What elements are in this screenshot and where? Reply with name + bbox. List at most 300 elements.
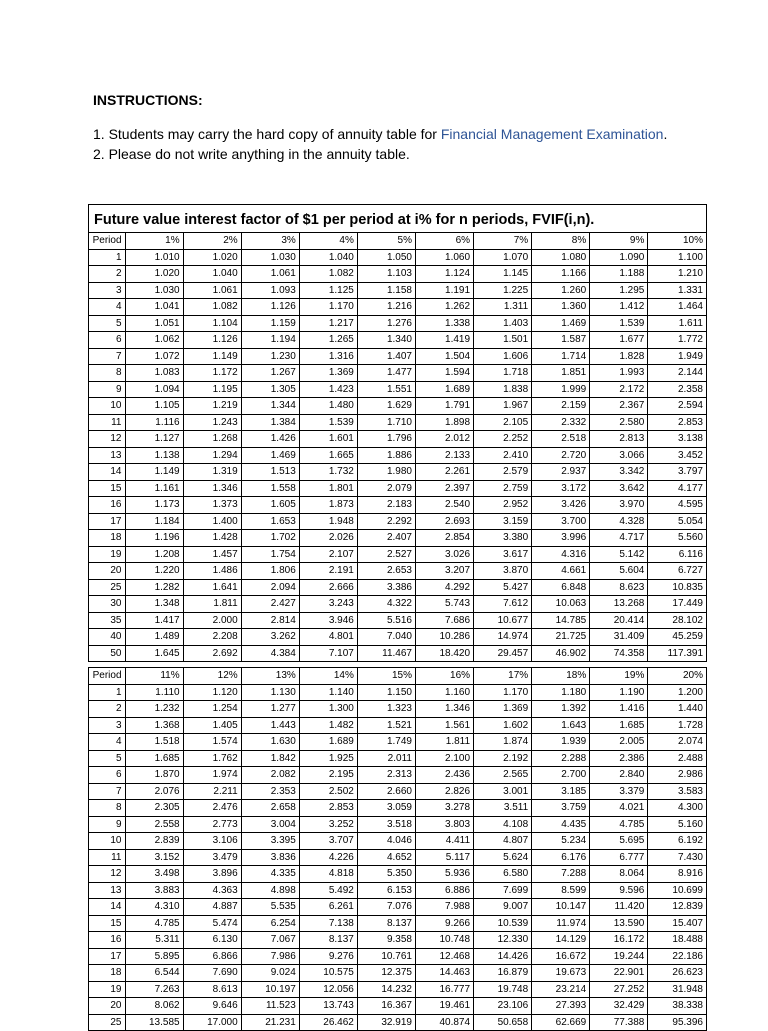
- period-cell: 4: [89, 734, 125, 751]
- factor-cell: 8.062: [125, 998, 183, 1015]
- factor-cell: 7.288: [532, 866, 590, 883]
- factor-cell: 95.396: [648, 1014, 706, 1031]
- factor-cell: 3.379: [590, 783, 648, 800]
- factor-cell: 32.429: [590, 998, 648, 1015]
- factor-cell: 5.516: [357, 612, 415, 629]
- factor-cell: 1.587: [532, 332, 590, 349]
- factor-cell: 1.100: [648, 249, 706, 266]
- factor-cell: 17.449: [648, 596, 706, 613]
- instructions-heading: INSTRUCTIONS:: [93, 92, 203, 108]
- factor-cell: 3.059: [357, 800, 415, 817]
- table-row: [89, 932, 706, 949]
- factor-cell: 3.700: [532, 513, 590, 530]
- factor-cell: 2.660: [357, 783, 415, 800]
- table-row: [89, 464, 706, 481]
- factor-cell: 1.419: [415, 332, 473, 349]
- period-cell: 8: [89, 800, 125, 817]
- factor-cell: 4.292: [415, 579, 473, 596]
- factor-cell: 77.388: [590, 1014, 648, 1031]
- factor-cell: 2.105: [474, 414, 532, 431]
- factor-cell: 3.106: [183, 833, 241, 850]
- factor-cell: 22.186: [648, 948, 706, 965]
- factor-cell: 1.426: [241, 431, 299, 448]
- factor-cell: 1.184: [125, 513, 183, 530]
- factor-cell: 19.673: [532, 965, 590, 982]
- factor-cell: 1.665: [299, 447, 357, 464]
- period-cell: 30: [89, 596, 125, 613]
- factor-cell: 5.234: [532, 833, 590, 850]
- factor-cell: 3.004: [241, 816, 299, 833]
- table-row: [89, 998, 706, 1015]
- factor-cell: 2.502: [299, 783, 357, 800]
- factor-cell: 1.400: [183, 513, 241, 530]
- factor-cell: 1.714: [532, 348, 590, 365]
- table-row: [89, 299, 706, 316]
- factor-cell: 2.580: [590, 414, 648, 431]
- factor-cell: 1.469: [532, 315, 590, 332]
- table-row: [89, 965, 706, 982]
- factor-cell: 6.130: [183, 932, 241, 949]
- factor-cell: 6.886: [415, 882, 473, 899]
- factor-cell: 1.104: [183, 315, 241, 332]
- factor-cell: 7.430: [648, 849, 706, 866]
- factor-cell: 1.340: [357, 332, 415, 349]
- factor-cell: 3.583: [648, 783, 706, 800]
- fvif-table-2: [89, 668, 706, 1031]
- instruction-1-suffix: .: [663, 126, 668, 142]
- table-header-row: [89, 233, 706, 249]
- factor-cell: 5.311: [125, 932, 183, 949]
- factor-cell: 1.158: [357, 282, 415, 299]
- factor-cell: 1.120: [183, 684, 241, 701]
- factor-cell: 14.232: [357, 981, 415, 998]
- factor-cell: 1.501: [474, 332, 532, 349]
- factor-cell: 18.488: [648, 932, 706, 949]
- factor-cell: 7.690: [183, 965, 241, 982]
- factor-cell: 3.243: [299, 596, 357, 613]
- factor-cell: 7.612: [474, 596, 532, 613]
- factor-cell: 4.785: [125, 915, 183, 932]
- factor-cell: 2.292: [357, 513, 415, 530]
- factor-cell: 1.732: [299, 464, 357, 481]
- factor-cell: 1.796: [357, 431, 415, 448]
- factor-cell: 1.110: [125, 684, 183, 701]
- factor-cell: 1.105: [125, 398, 183, 415]
- factor-cell: 4.435: [532, 816, 590, 833]
- factor-cell: 2.773: [183, 816, 241, 833]
- period-cell: 19: [89, 546, 125, 563]
- factor-cell: 3.452: [648, 447, 706, 464]
- factor-cell: 5.604: [590, 563, 648, 580]
- factor-cell: 6.848: [532, 579, 590, 596]
- factor-cell: 1.980: [357, 464, 415, 481]
- factor-cell: 3.138: [648, 431, 706, 448]
- factor-cell: 3.026: [415, 546, 473, 563]
- period-cell: 8: [89, 365, 125, 382]
- factor-cell: 16.777: [415, 981, 473, 998]
- factor-cell: 9.266: [415, 915, 473, 932]
- factor-cell: 1.949: [648, 348, 706, 365]
- rate-column-header: 3%: [241, 233, 299, 249]
- factor-cell: 6.176: [532, 849, 590, 866]
- factor-cell: 1.090: [590, 249, 648, 266]
- factor-cell: 1.116: [125, 414, 183, 431]
- factor-cell: 2.353: [241, 783, 299, 800]
- factor-cell: 1.948: [299, 513, 357, 530]
- factor-cell: 1.225: [474, 282, 532, 299]
- factor-cell: 1.268: [183, 431, 241, 448]
- table-row: [89, 563, 706, 580]
- factor-cell: 1.828: [590, 348, 648, 365]
- factor-cell: 10.147: [532, 899, 590, 916]
- factor-cell: 15.407: [648, 915, 706, 932]
- factor-cell: 1.368: [125, 717, 183, 734]
- factor-cell: 19.461: [415, 998, 473, 1015]
- factor-cell: 1.188: [590, 266, 648, 283]
- period-cell: 40: [89, 629, 125, 646]
- factor-cell: 1.801: [299, 480, 357, 497]
- period-cell: 18: [89, 530, 125, 547]
- factor-cell: 1.504: [415, 348, 473, 365]
- factor-cell: 1.294: [183, 447, 241, 464]
- rate-column-header: 11%: [125, 668, 183, 684]
- factor-cell: 10.835: [648, 579, 706, 596]
- period-cell: 13: [89, 447, 125, 464]
- factor-cell: 4.807: [474, 833, 532, 850]
- factor-cell: 5.624: [474, 849, 532, 866]
- table-row: [89, 734, 706, 751]
- factor-cell: 1.539: [299, 414, 357, 431]
- factor-cell: 1.513: [241, 464, 299, 481]
- factor-cell: 1.093: [241, 282, 299, 299]
- factor-cell: 3.511: [474, 800, 532, 817]
- factor-cell: 1.243: [183, 414, 241, 431]
- factor-cell: 1.412: [590, 299, 648, 316]
- factor-cell: 1.082: [299, 266, 357, 283]
- factor-cell: 1.443: [241, 717, 299, 734]
- factor-cell: 2.653: [357, 563, 415, 580]
- instructions-section: [93, 92, 733, 164]
- fvif-table-2-container: [88, 667, 707, 1031]
- period-cell: 25: [89, 579, 125, 596]
- rate-column-header: 16%: [415, 668, 473, 684]
- factor-cell: 8.064: [590, 866, 648, 883]
- factor-cell: 2.000: [183, 612, 241, 629]
- factor-cell: 1.754: [241, 546, 299, 563]
- factor-cell: 20.414: [590, 612, 648, 629]
- factor-cell: 3.836: [241, 849, 299, 866]
- factor-cell: 1.040: [299, 249, 357, 266]
- factor-cell: 1.346: [415, 701, 473, 718]
- table-row: [89, 530, 706, 547]
- factor-cell: 14.463: [415, 965, 473, 982]
- factor-cell: 1.210: [648, 266, 706, 283]
- factor-cell: 3.617: [474, 546, 532, 563]
- factor-cell: 5.427: [474, 579, 532, 596]
- factor-cell: 1.851: [532, 365, 590, 382]
- factor-cell: 10.699: [648, 882, 706, 899]
- factor-cell: 7.263: [125, 981, 183, 998]
- factor-cell: 46.902: [532, 645, 590, 662]
- factor-cell: 1.993: [590, 365, 648, 382]
- factor-cell: 1.159: [241, 315, 299, 332]
- factor-cell: 3.342: [590, 464, 648, 481]
- period-cell: 11: [89, 849, 125, 866]
- financial-management-link[interactable]: Financial Management Examination: [440, 126, 664, 142]
- factor-cell: 13.743: [299, 998, 357, 1015]
- factor-cell: 1.518: [125, 734, 183, 751]
- factor-cell: 50.658: [474, 1014, 532, 1031]
- factor-cell: 1.082: [183, 299, 241, 316]
- factor-cell: 1.030: [125, 282, 183, 299]
- instruction-1-text: 1. Students may carry the hard copy of annuity table for: [93, 126, 441, 142]
- factor-cell: 1.643: [532, 717, 590, 734]
- table-row: [89, 282, 706, 299]
- factor-cell: 1.277: [241, 701, 299, 718]
- factor-cell: 4.801: [299, 629, 357, 646]
- factor-cell: 2.252: [474, 431, 532, 448]
- factor-cell: 6.727: [648, 563, 706, 580]
- period-column-header: Period: [89, 233, 125, 249]
- factor-cell: 2.558: [125, 816, 183, 833]
- factor-cell: 23.106: [474, 998, 532, 1015]
- factor-cell: 1.338: [415, 315, 473, 332]
- factor-cell: 1.216: [357, 299, 415, 316]
- factor-cell: 4.652: [357, 849, 415, 866]
- factor-cell: 1.200: [648, 684, 706, 701]
- factor-cell: 1.262: [415, 299, 473, 316]
- factor-cell: 1.170: [474, 684, 532, 701]
- table-row: [89, 431, 706, 448]
- period-cell: 2: [89, 701, 125, 718]
- factor-cell: 1.405: [183, 717, 241, 734]
- factor-cell: 3.498: [125, 866, 183, 883]
- factor-cell: 8.916: [648, 866, 706, 883]
- factor-cell: 1.208: [125, 546, 183, 563]
- table-header-row: [89, 668, 706, 684]
- factor-cell: 1.369: [299, 365, 357, 382]
- factor-cell: 1.469: [241, 447, 299, 464]
- factor-cell: 1.886: [357, 447, 415, 464]
- factor-cell: 1.423: [299, 381, 357, 398]
- factor-cell: 1.170: [299, 299, 357, 316]
- factor-cell: 2.692: [183, 645, 241, 662]
- period-cell: 50: [89, 645, 125, 662]
- table-row: [89, 750, 706, 767]
- factor-cell: 5.492: [299, 882, 357, 899]
- factor-cell: 1.319: [183, 464, 241, 481]
- factor-cell: 6.192: [648, 833, 706, 850]
- factor-cell: 2.839: [125, 833, 183, 850]
- factor-cell: 1.685: [590, 717, 648, 734]
- factor-cell: 1.217: [299, 315, 357, 332]
- factor-cell: 2.527: [357, 546, 415, 563]
- factor-cell: 9.646: [183, 998, 241, 1015]
- factor-cell: 5.142: [590, 546, 648, 563]
- period-cell: 25: [89, 1014, 125, 1031]
- factor-cell: 3.896: [183, 866, 241, 883]
- rate-column-header: 4%: [299, 233, 357, 249]
- factor-cell: 2.693: [415, 513, 473, 530]
- rate-column-header: 20%: [648, 668, 706, 684]
- factor-cell: 2.407: [357, 530, 415, 547]
- factor-cell: 3.262: [241, 629, 299, 646]
- factor-cell: 1.140: [299, 684, 357, 701]
- factor-cell: 31.409: [590, 629, 648, 646]
- factor-cell: 1.196: [125, 530, 183, 547]
- factor-cell: 1.138: [125, 447, 183, 464]
- factor-cell: 1.305: [241, 381, 299, 398]
- factor-cell: 4.898: [241, 882, 299, 899]
- factor-cell: 1.369: [474, 701, 532, 718]
- table-row: [89, 315, 706, 332]
- fvif-table-1-container: [88, 204, 707, 662]
- factor-cell: 1.060: [415, 249, 473, 266]
- table-row: [89, 447, 706, 464]
- factor-cell: 2.313: [357, 767, 415, 784]
- factor-cell: 2.332: [532, 414, 590, 431]
- factor-cell: 40.874: [415, 1014, 473, 1031]
- factor-cell: 1.539: [590, 315, 648, 332]
- factor-cell: 7.138: [299, 915, 357, 932]
- factor-cell: 19.748: [474, 981, 532, 998]
- factor-cell: 2.094: [241, 579, 299, 596]
- factor-cell: 4.310: [125, 899, 183, 916]
- factor-cell: 1.344: [241, 398, 299, 415]
- period-cell: 6: [89, 767, 125, 784]
- factor-cell: 1.606: [474, 348, 532, 365]
- factor-cell: 1.127: [125, 431, 183, 448]
- factor-cell: 1.166: [532, 266, 590, 283]
- factor-cell: 2.436: [415, 767, 473, 784]
- factor-cell: 3.946: [299, 612, 357, 629]
- factor-cell: 2.195: [299, 767, 357, 784]
- factor-cell: 2.192: [474, 750, 532, 767]
- factor-cell: 11.523: [241, 998, 299, 1015]
- factor-cell: 1.360: [532, 299, 590, 316]
- period-cell: 9: [89, 816, 125, 833]
- factor-cell: 2.386: [590, 750, 648, 767]
- factor-cell: 1.749: [357, 734, 415, 751]
- period-cell: 12: [89, 866, 125, 883]
- table-row: [89, 882, 706, 899]
- factor-cell: 1.728: [648, 717, 706, 734]
- factor-cell: 31.948: [648, 981, 706, 998]
- period-cell: 14: [89, 464, 125, 481]
- factor-cell: 16.879: [474, 965, 532, 982]
- factor-cell: 1.974: [183, 767, 241, 784]
- table-row: [89, 332, 706, 349]
- factor-cell: 3.278: [415, 800, 473, 817]
- factor-cell: 1.898: [415, 414, 473, 431]
- factor-cell: 2.853: [648, 414, 706, 431]
- factor-cell: 1.440: [648, 701, 706, 718]
- period-cell: 16: [89, 497, 125, 514]
- period-cell: 12: [89, 431, 125, 448]
- factor-cell: 3.707: [299, 833, 357, 850]
- factor-cell: 21.231: [241, 1014, 299, 1031]
- factor-cell: 1.061: [241, 266, 299, 283]
- factor-cell: 2.813: [590, 431, 648, 448]
- factor-cell: 11.974: [532, 915, 590, 932]
- table-row: [89, 899, 706, 916]
- table-row: [89, 767, 706, 784]
- factor-cell: 5.535: [241, 899, 299, 916]
- factor-cell: 1.195: [183, 381, 241, 398]
- factor-cell: 2.012: [415, 431, 473, 448]
- factor-cell: 45.259: [648, 629, 706, 646]
- factor-cell: 4.328: [590, 513, 648, 530]
- factor-cell: 7.986: [241, 948, 299, 965]
- factor-cell: 1.480: [299, 398, 357, 415]
- factor-cell: 1.611: [648, 315, 706, 332]
- factor-cell: 1.083: [125, 365, 183, 382]
- factor-cell: 3.797: [648, 464, 706, 481]
- factor-cell: 1.718: [474, 365, 532, 382]
- factor-cell: 6.153: [357, 882, 415, 899]
- factor-cell: 2.208: [183, 629, 241, 646]
- factor-cell: 13.585: [125, 1014, 183, 1031]
- factor-cell: 7.686: [415, 612, 473, 629]
- factor-cell: 2.367: [590, 398, 648, 415]
- table-row: [89, 645, 706, 662]
- factor-cell: 1.020: [183, 249, 241, 266]
- period-cell: 3: [89, 717, 125, 734]
- period-cell: 7: [89, 783, 125, 800]
- factor-cell: 2.579: [474, 464, 532, 481]
- table-row: [89, 414, 706, 431]
- period-cell: 15: [89, 480, 125, 497]
- factor-cell: 2.488: [648, 750, 706, 767]
- factor-cell: 1.346: [183, 480, 241, 497]
- factor-cell: 1.685: [125, 750, 183, 767]
- factor-cell: 2.107: [299, 546, 357, 563]
- factor-cell: 1.870: [125, 767, 183, 784]
- factor-cell: 4.316: [532, 546, 590, 563]
- factor-cell: 2.853: [299, 800, 357, 817]
- factor-cell: 1.194: [241, 332, 299, 349]
- factor-cell: 1.772: [648, 332, 706, 349]
- table-row: [89, 684, 706, 701]
- factor-cell: 1.180: [532, 684, 590, 701]
- factor-cell: 1.041: [125, 299, 183, 316]
- factor-cell: 2.410: [474, 447, 532, 464]
- period-cell: 4: [89, 299, 125, 316]
- factor-cell: 4.335: [241, 866, 299, 883]
- factor-cell: 7.040: [357, 629, 415, 646]
- factor-cell: 28.102: [648, 612, 706, 629]
- factor-cell: 4.021: [590, 800, 648, 817]
- period-cell: 10: [89, 398, 125, 415]
- factor-cell: 14.129: [532, 932, 590, 949]
- factor-cell: 1.874: [474, 734, 532, 751]
- factor-cell: 2.100: [415, 750, 473, 767]
- factor-cell: 3.642: [590, 480, 648, 497]
- table-row: [89, 546, 706, 563]
- factor-cell: 1.124: [415, 266, 473, 283]
- factor-cell: 4.384: [241, 645, 299, 662]
- factor-cell: 2.211: [183, 783, 241, 800]
- factor-cell: 12.839: [648, 899, 706, 916]
- table-row: [89, 596, 706, 613]
- factor-cell: 1.265: [299, 332, 357, 349]
- factor-cell: 3.185: [532, 783, 590, 800]
- factor-cell: 6.866: [183, 948, 241, 965]
- factor-cell: 3.759: [532, 800, 590, 817]
- factor-cell: 1.489: [125, 629, 183, 646]
- rate-column-header: 6%: [415, 233, 473, 249]
- factor-cell: 1.149: [125, 464, 183, 481]
